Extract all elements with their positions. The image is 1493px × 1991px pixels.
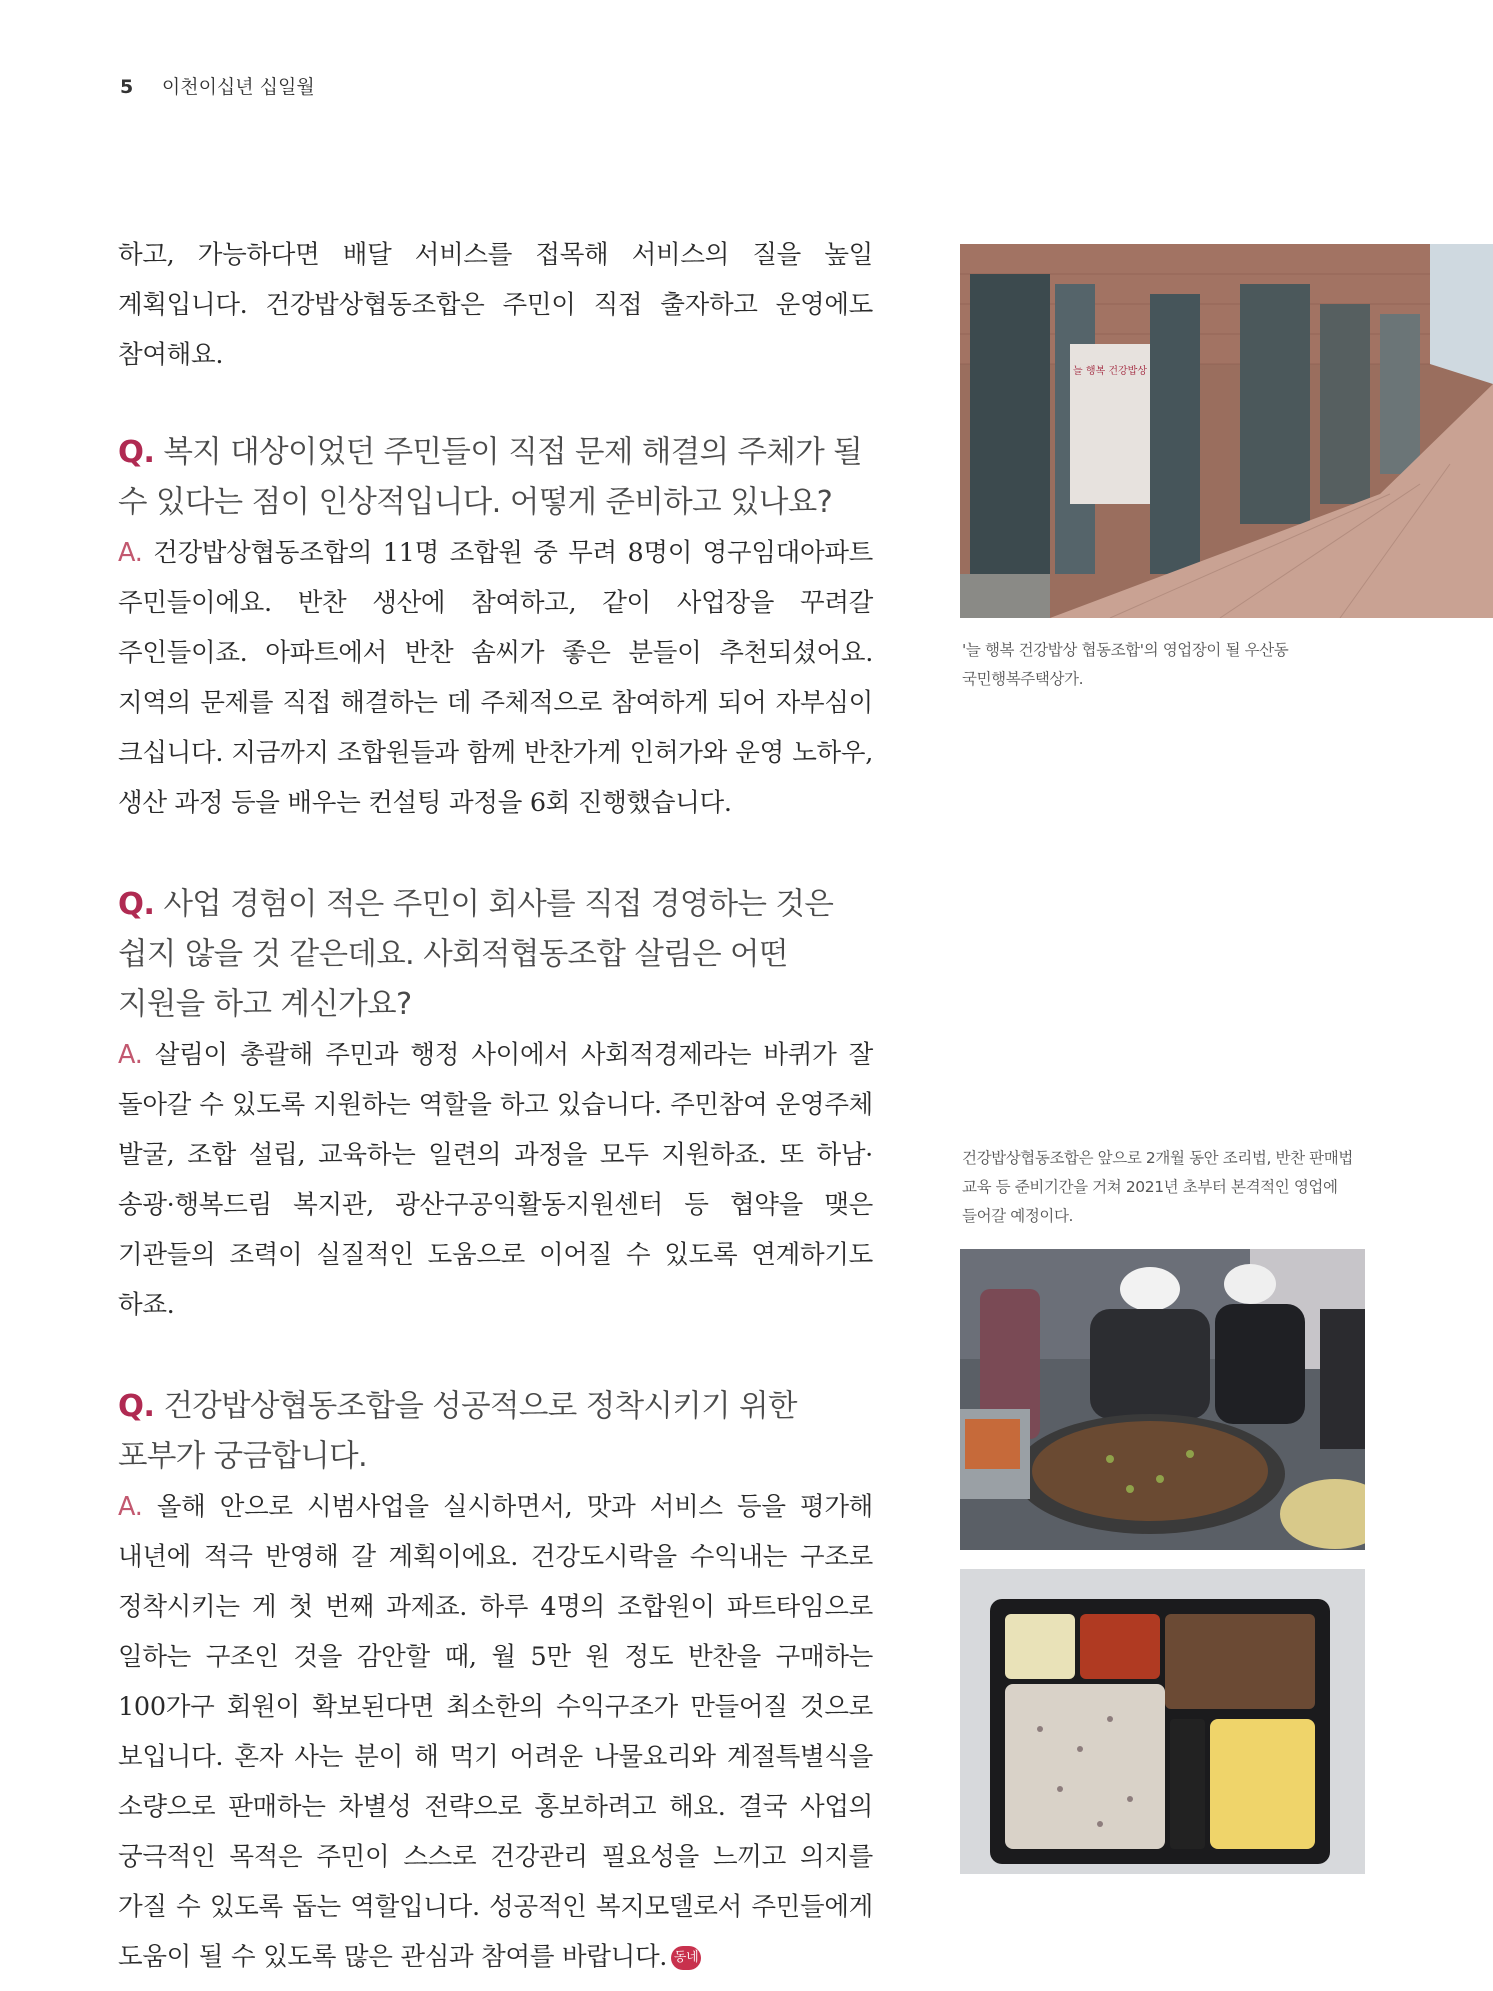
cooking-photo	[960, 1249, 1365, 1550]
q-mark: Q.	[118, 1389, 155, 1424]
lunchbox-photo	[960, 1569, 1365, 1874]
question-text: 건강밥상협동조합을 성공적으로 정착시키기 위한 포부가 궁금합니다.	[118, 1389, 797, 1474]
answer-text: 건강밥상협동조합의 11명 조합원 중 무려 8명이 영구임대아파트 주민들이에요. 반찬 생산에 참여하고, 같이 사업장을 꾸려갈 주인들이죠. 아파트에서 반찬 솜씨가 좋은 분들이 추천되셨어요. 지역의 문제를 직접 해결하는 데 주체적으로 참여하게 되어 자부심이 크십니다. 지금까지 조합원들과 함께 반찬가게 인허가와 운영 노하우, 생산 과정 등을 배우는 컨설팅 과정을 6회 진행했습니다.	[118, 538, 873, 818]
qa-section-1	[118, 428, 873, 828]
a-mark: A.	[118, 1040, 143, 1070]
end-mark-icon: 동네	[671, 1946, 701, 1970]
question-text: 사업 경험이 적은 주민이 회사를 직접 경영하는 것은 쉽지 않을 것 같은데요. 사회적협동조합 살림은 어떤 지원을 하고 계신가요?	[118, 887, 834, 1022]
question-text: 복지 대상이었던 주민들이 직접 문제 해결의 주체가 될 수 있다는 점이 인상적입니다. 어떻게 준비하고 있나요?	[118, 435, 863, 520]
answer-2	[118, 1030, 873, 1330]
q-mark: Q.	[118, 887, 155, 922]
storefront-photo	[960, 244, 1493, 618]
q-mark: Q.	[118, 435, 155, 470]
qa-section-3	[118, 1382, 873, 1982]
page-number: 5	[120, 76, 134, 98]
question-2	[118, 880, 873, 1030]
question-1	[118, 428, 873, 528]
storefront-sign-text: 늘 행복 건강밥상	[1073, 366, 1147, 377]
question-3	[118, 1382, 873, 1482]
a-mark: A.	[118, 538, 143, 568]
a-mark: A.	[118, 1492, 143, 1522]
storefront-caption: '늘 행복 건강밥상 협동조합'의 영업장이 될 우산동 국민행복주택상가.	[962, 641, 1289, 688]
article-body	[118, 230, 873, 1982]
issue-title: 이천이십년 십일월	[161, 76, 315, 98]
answer-1	[118, 528, 873, 828]
qa-section-2	[118, 880, 873, 1330]
cooking-caption: 건강밥상협동조합은 앞으로 2개월 동안 조리법, 반찬 판매법 교육 등 준비기간을 거쳐 2021년 초부터 본격적인 영업에 들어갈 예정이다.	[962, 1149, 1353, 1225]
answer-text: 올해 안으로 시범사업을 실시하면서, 맛과 서비스 등을 평가해 내년에 적극 반영해 갈 계획이에요. 건강도시락을 수익내는 구조로 정착시키는 게 첫 번째 과제죠. 하루 4명의 조합원이 파트타임으로 일하는 구조인 것을 감안할 때, 월 5만 원 정도 반찬을 구매하는 100가구 회원이 확보된다면 최소한의 수익구조가 만들어질 것으로 보입니다. 혼자 사는 분이 해 먹기 어려운 나물요리와 계절특별식을 소량으로 판매하는 차별성 전략으로 홍보하려고 해요. 결국 사업의 궁극적인 목적은 주민이 스스로 건강관리 필요성을 느끼고 의지를 가질 수 있도록 돕는 역할입니다. 성공적인 복지모델로서 주민들에게 도움이 될 수 있도록 많은 관심과 참여를 바랍니다.	[118, 1492, 873, 1972]
intro-paragraph: 하고, 가능하다면 배달 서비스를 접목해 서비스의 질을 높일 계획입니다. 건강밥상협동조합은 주민이 직접 출자하고 운영에도 참여해요.	[118, 240, 873, 370]
page-header	[120, 72, 315, 99]
answer-3	[118, 1482, 873, 1982]
answer-text: 살림이 총괄해 주민과 행정 사이에서 사회적경제라는 바퀴가 잘 돌아갈 수 있도록 지원하는 역할을 하고 있습니다. 주민참여 운영주체 발굴, 조합 설립, 교육하는 일련의 과정을 모두 지원하죠. 또 하남·송광·행복드림 복지관, 광산구공익활동지원센터 등 협약을 맺은 기관들의 조력이 실질적인 도움으로 이어질 수 있도록 연계하기도 하죠.	[118, 1040, 873, 1320]
